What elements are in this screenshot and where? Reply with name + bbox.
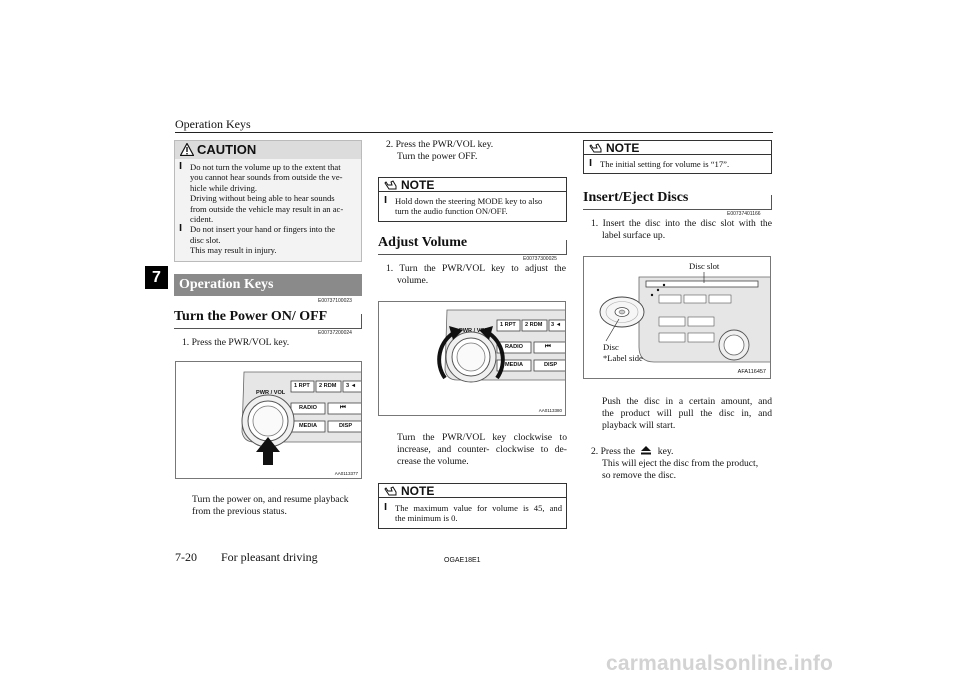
btn-radio-label: RADIO bbox=[505, 344, 524, 350]
bullet-icon: l bbox=[589, 159, 593, 169]
text-line: Push the disc in a certain amount, and bbox=[602, 396, 772, 407]
btn-disp-label: DISP bbox=[544, 362, 558, 368]
section-code: E00737100023 bbox=[318, 298, 352, 304]
caution-item: l Do not insert your hand or fingers into the disc slot. This may result in injury. bbox=[179, 224, 336, 256]
section-title-adjust: Adjust Volume bbox=[378, 235, 468, 250]
section-rule bbox=[174, 328, 362, 329]
text-line: the product will pull the disc in, and bbox=[602, 408, 772, 419]
text-line: label surface up. bbox=[602, 230, 666, 241]
btn-media-label: MEDIA bbox=[505, 362, 524, 368]
btn-disp-label: DISP bbox=[339, 423, 353, 429]
text-line: Turn the power on, and resume playback bbox=[192, 494, 349, 505]
text-line: from the previous status. bbox=[192, 506, 287, 517]
text-line: turn the audio function ON/OFF. bbox=[395, 206, 508, 217]
watermark: carmanualsonline.info bbox=[606, 652, 834, 675]
body-text bbox=[192, 494, 349, 518]
note-body bbox=[384, 503, 562, 524]
figure-disc-slot bbox=[583, 256, 771, 379]
text-line: The maximum value for volume is 45, and bbox=[395, 503, 562, 513]
section-rule bbox=[771, 195, 772, 210]
btn-1rpt-label: 1 RPT bbox=[500, 322, 516, 328]
bullet-icon: l bbox=[179, 224, 183, 235]
section-rule bbox=[361, 314, 362, 329]
warning-triangle-icon bbox=[180, 143, 194, 156]
body-text bbox=[397, 432, 567, 468]
body-text bbox=[602, 396, 772, 432]
section-rule bbox=[583, 209, 772, 210]
label-disc: Disc bbox=[603, 342, 619, 352]
document-code: OGAE18E1 bbox=[444, 557, 481, 564]
btn-radio-label: RADIO bbox=[299, 405, 318, 411]
btn-1rpt-label: 1 RPT bbox=[294, 383, 310, 389]
text-line: crease the volume. bbox=[397, 456, 469, 467]
text-line: increase, and counter- clockwise to de- bbox=[397, 444, 567, 455]
step-text: 1. Press the PWR/VOL key. bbox=[182, 337, 290, 348]
section-banner: Operation Keys bbox=[174, 274, 362, 296]
text-line: the minimum is 0. bbox=[395, 513, 458, 524]
page-number: 7-20 bbox=[175, 550, 197, 564]
text-line: Turn the PWR/VOL key clockwise to bbox=[397, 432, 567, 443]
section-title-insert: Insert/Eject Discs bbox=[583, 190, 689, 205]
caution-box bbox=[174, 140, 362, 262]
bullet-icon: l bbox=[179, 162, 183, 172]
caution-title: CAUTION bbox=[197, 142, 257, 157]
note-header bbox=[584, 141, 771, 155]
caution-header bbox=[175, 141, 361, 159]
note-title: NOTE bbox=[606, 141, 640, 155]
section-title-power: Turn the Power ON/ OFF bbox=[174, 309, 328, 324]
figure-code: AFA116457 bbox=[737, 369, 766, 375]
section-code: E00737200024 bbox=[318, 330, 352, 336]
volume-knob-illustration bbox=[379, 302, 566, 416]
label-side: *Label side bbox=[603, 353, 643, 363]
text-line: Hold down the steering MODE key to also bbox=[395, 196, 543, 206]
section-rule bbox=[378, 254, 567, 255]
text-fragment: key. bbox=[657, 446, 674, 457]
bullet-icon: l bbox=[384, 503, 388, 513]
pwr-vol-label: PWR / VOL bbox=[256, 390, 286, 396]
figure-code: AA0113377 bbox=[334, 471, 358, 476]
note-hand-icon bbox=[384, 180, 397, 190]
note-box bbox=[583, 140, 772, 174]
prev-track-icon: ⏮ bbox=[340, 404, 346, 411]
step-subtext: Turn the power OFF. bbox=[397, 151, 478, 162]
step-text: 2. Press the PWR/VOL key. bbox=[386, 139, 494, 150]
prev-track-icon: ⏮ bbox=[545, 343, 551, 350]
step-text bbox=[591, 218, 772, 242]
header-rule bbox=[175, 132, 773, 133]
btn-3-label: 3 ◄ bbox=[551, 322, 562, 328]
btn-3-label: 3 ◄ bbox=[346, 383, 357, 389]
note-body bbox=[589, 159, 767, 169]
section-rule bbox=[566, 240, 567, 255]
note-item bbox=[589, 159, 767, 169]
text-line: so remove the disc. bbox=[602, 470, 677, 481]
pwr-vol-label: PWR / VOL bbox=[459, 328, 489, 334]
figure-code: AA0113380 bbox=[538, 408, 562, 413]
chapter-tab: 7 bbox=[145, 266, 168, 289]
note-title: NOTE bbox=[401, 484, 435, 498]
note-item bbox=[384, 196, 562, 217]
figure-power-key bbox=[175, 361, 362, 479]
note-box bbox=[378, 483, 567, 529]
step-text bbox=[591, 446, 673, 458]
section-code: E00737300025 bbox=[523, 256, 557, 262]
caution-item: l Do not turn the volume up to the extent that you cannot hear sounds from outside the ve- hicle while driving. Driving without being able to hear sounds from outside the vehicle may result in an ac- cident. bbox=[179, 162, 344, 225]
label-disc-slot: Disc slot bbox=[689, 261, 720, 271]
footer-section-title: For pleasant driving bbox=[221, 550, 318, 564]
text-line: The initial setting for volume is “17”. bbox=[600, 159, 730, 169]
header-title: Operation Keys bbox=[175, 117, 251, 131]
text-line: 1. Turn the PWR/VOL key to adjust the bbox=[386, 263, 566, 274]
note-hand-icon bbox=[589, 143, 602, 153]
note-title: NOTE bbox=[401, 178, 435, 192]
step-text bbox=[386, 263, 566, 287]
bullet-icon: l bbox=[384, 196, 388, 206]
btn-2rdm-label: 2 RDM bbox=[525, 322, 543, 328]
eject-icon bbox=[641, 446, 651, 455]
caution-list bbox=[179, 162, 359, 256]
text-line: volume. bbox=[397, 275, 429, 286]
text-line: This will eject the disc from the product, bbox=[602, 458, 759, 469]
note-item bbox=[384, 503, 562, 524]
note-body bbox=[384, 196, 562, 217]
text-line: 1. Insert the disc into the disc slot with the bbox=[591, 218, 772, 229]
text-line: playback will start. bbox=[602, 420, 676, 431]
note-box bbox=[378, 177, 567, 222]
section-code: E00737401166 bbox=[727, 211, 761, 217]
note-header bbox=[379, 484, 566, 498]
btn-media-label: MEDIA bbox=[299, 423, 318, 429]
note-header bbox=[379, 178, 566, 192]
text-fragment: 2. Press the bbox=[591, 446, 635, 457]
radio-panel-illustration bbox=[176, 362, 362, 479]
figure-volume-key bbox=[378, 301, 566, 416]
btn-2rdm-label: 2 RDM bbox=[319, 383, 337, 389]
step-subtext bbox=[602, 458, 758, 482]
note-hand-icon bbox=[384, 486, 397, 496]
